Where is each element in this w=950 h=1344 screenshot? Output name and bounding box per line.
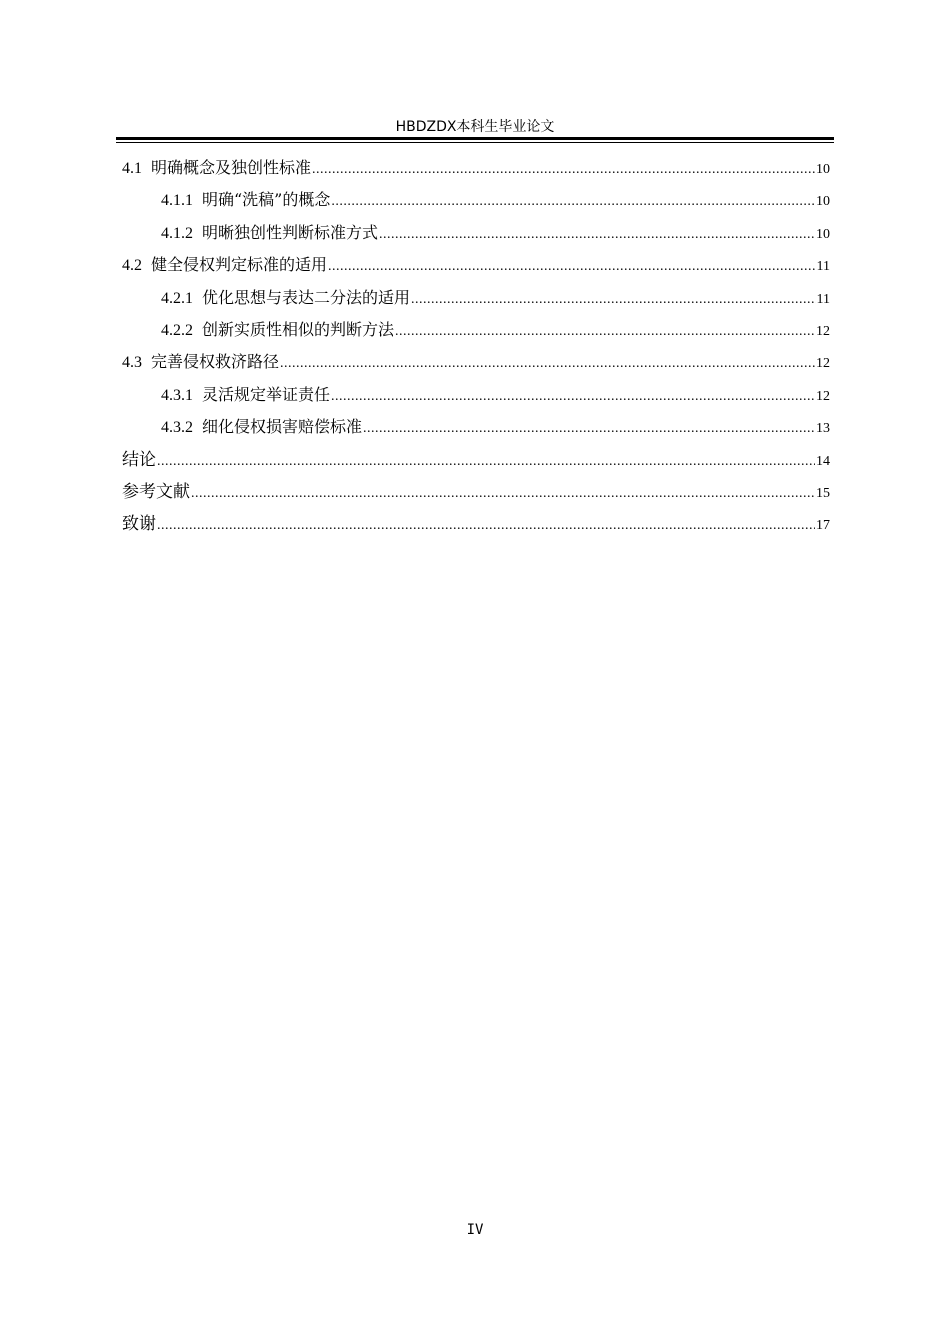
toc-leader [328, 251, 816, 283]
toc-title: 创新实质性相似的判断方法 [202, 319, 395, 339]
toc-leader [379, 219, 815, 251]
toc-number: 4.1.1 [161, 192, 193, 210]
toc-leader [312, 154, 815, 186]
toc-title: 明确概念及独创性标准 [151, 158, 312, 177]
page-footer-number: IV [466, 1222, 484, 1238]
toc-number: 4.2.1 [161, 289, 193, 307]
toc-page-number: 12 [816, 388, 830, 404]
toc-title: 灵活规定举证责任 [202, 384, 331, 404]
running-header: HBDZDX本科生毕业论文 [395, 119, 555, 135]
toc-title: 健全侵权判定标准的适用 [151, 255, 328, 275]
toc-leader [411, 284, 816, 316]
toc-number: 4.2.2 [161, 321, 193, 339]
toc-entry-references[interactable] [122, 476, 830, 508]
toc-entry-4-3-1[interactable] [122, 379, 830, 411]
toc-leader [331, 186, 815, 218]
toc-title: 优化思想与表达二分法的适用 [202, 287, 411, 307]
header-rule-thick [116, 137, 834, 140]
toc-page-number: 10 [816, 194, 830, 210]
toc-page-number: 10 [816, 162, 830, 177]
toc-entry-4-3[interactable] [122, 346, 830, 378]
toc-number: 4.3.2 [161, 419, 193, 437]
toc-leader [191, 478, 815, 510]
toc-leader [395, 316, 815, 348]
toc-entry-4-1[interactable] [122, 152, 830, 184]
toc-entry-acknowledgements[interactable] [122, 508, 830, 540]
toc-leader [280, 348, 815, 380]
toc-leader [363, 413, 815, 445]
toc-number: 4.3 [122, 354, 142, 372]
toc-leader [331, 381, 815, 413]
toc-title: 结论 [122, 449, 156, 470]
toc-title: 参考文献 [122, 481, 190, 502]
toc-page-number: 14 [816, 453, 830, 469]
toc-title: 明确“洗稿”的概念 [202, 190, 331, 210]
toc-entry-4-3-2[interactable] [122, 411, 830, 443]
header-rule-thin [116, 142, 834, 143]
toc-entry-4-1-2[interactable] [122, 217, 830, 249]
toc-entry-4-2[interactable] [122, 249, 830, 281]
toc-page-number: 15 [816, 485, 830, 501]
toc-title: 细化侵权损害赔偿标准 [202, 417, 363, 437]
toc-number: 4.1 [122, 160, 142, 177]
toc-page-number: 17 [816, 518, 830, 534]
toc-entry-4-2-2[interactable] [122, 314, 830, 346]
toc-number: 4.1.2 [161, 224, 193, 242]
toc-title: 致谢 [122, 514, 156, 535]
toc-number: 4.3.1 [161, 386, 193, 404]
toc-entry-4-2-1[interactable] [122, 282, 830, 314]
toc-page-number: 12 [816, 323, 830, 339]
toc-title: 明晰独创性判断标准方式 [202, 222, 379, 242]
toc-leader [157, 446, 815, 478]
toc-page-number: 11 [816, 259, 830, 275]
toc-page-number: 11 [816, 291, 830, 307]
toc-entry-conclusion[interactable] [122, 444, 830, 476]
toc-page-number: 10 [816, 226, 830, 242]
toc-page-number: 13 [816, 421, 830, 437]
toc-title: 完善侵权救济路径 [151, 352, 280, 372]
toc-entry-4-1-1[interactable] [122, 184, 830, 216]
toc-page-number: 12 [816, 356, 830, 372]
toc-leader [157, 510, 815, 542]
toc-number: 4.2 [122, 257, 142, 275]
table-of-contents [122, 152, 830, 541]
